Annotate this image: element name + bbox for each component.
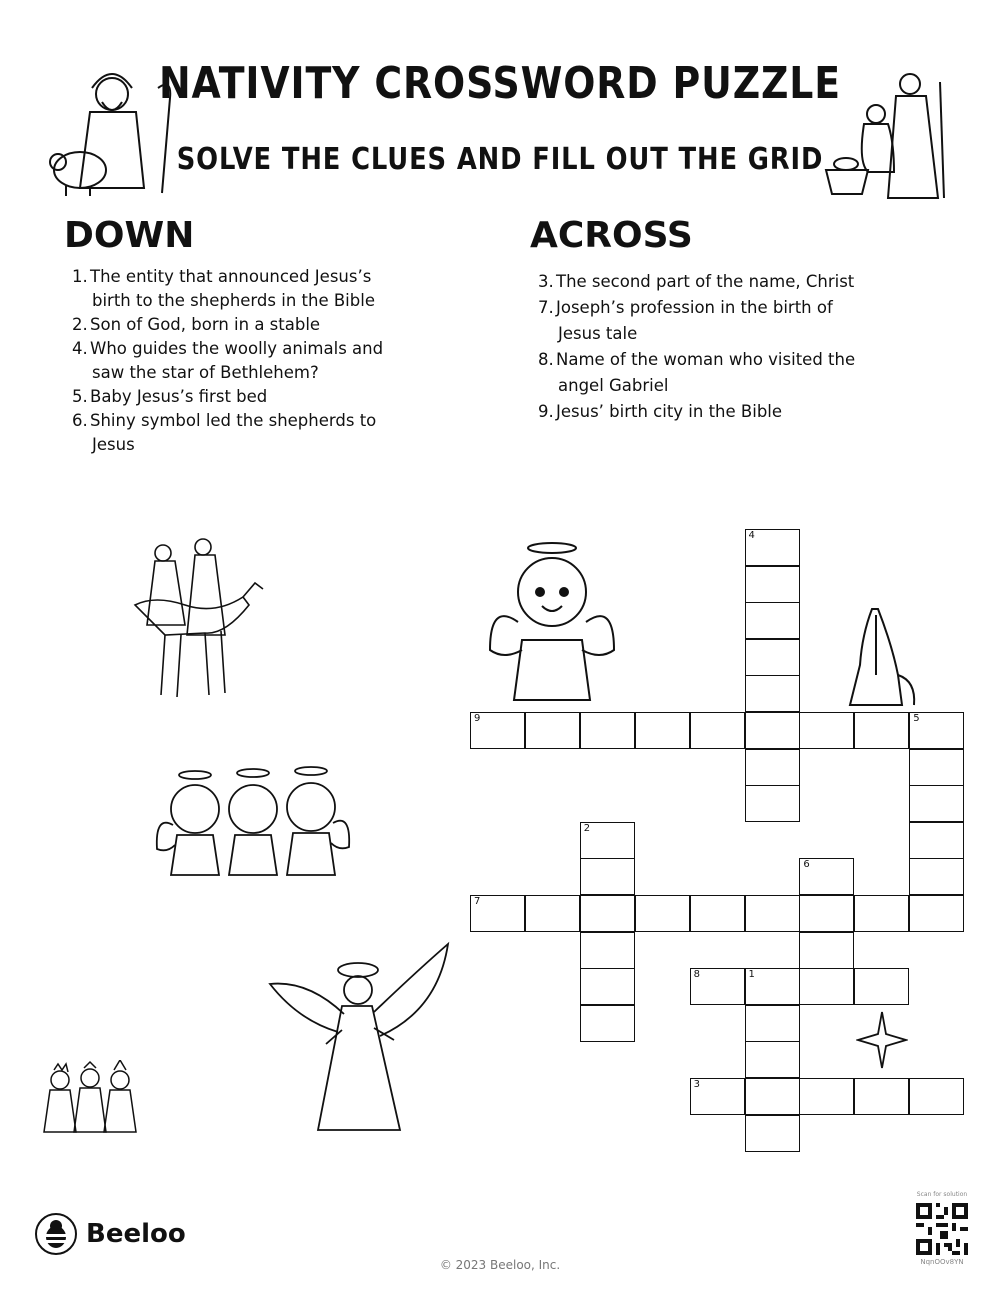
crossword-cell[interactable] [580, 895, 635, 932]
crossword-cell[interactable] [745, 785, 800, 822]
cell-number: 7 [474, 896, 481, 907]
crossword-cell[interactable] [854, 1078, 909, 1115]
clue-text: The entity that announced Jesus’s birth to the shepherds in the Bible [90, 267, 375, 310]
crossword-cell[interactable] [799, 1078, 854, 1115]
crossword-cell[interactable] [799, 932, 854, 969]
crossword-cell[interactable] [799, 712, 854, 749]
crossword-cell[interactable] [854, 712, 909, 749]
clue-number: 4. [72, 339, 88, 358]
qr-code-icon[interactable] [916, 1203, 968, 1255]
cell-number: 4 [748, 530, 755, 541]
crossword-cell[interactable] [909, 822, 964, 859]
crossword-cell[interactable] [525, 712, 580, 749]
crossword-cell[interactable] [745, 1005, 800, 1042]
crossword-cell[interactable] [909, 749, 964, 786]
star-icon [856, 1010, 908, 1070]
crossword-cell[interactable] [580, 968, 635, 1005]
cell-number: 6 [803, 859, 810, 871]
crossword-cell[interactable] [635, 895, 690, 932]
clue-number: 2. [72, 315, 88, 334]
cell-number: 3 [693, 1079, 700, 1090]
crossword-cell[interactable] [745, 1078, 800, 1115]
clue-text: Baby Jesus’s first bed [90, 387, 268, 406]
clue-number: 6. [72, 411, 88, 430]
crossword-cell[interactable] [580, 1005, 635, 1042]
crossword-cell[interactable] [580, 822, 635, 859]
clue-text: Name of the woman who visited the angel Gabriel [556, 350, 856, 395]
copyright-text: © 2023 Beeloo, Inc. [439, 1258, 561, 1272]
clue-text: Son of God, born in a stable [90, 315, 321, 334]
crossword-cell[interactable] [580, 932, 635, 969]
clue-number: 3. [538, 272, 554, 291]
crossword-cell[interactable] [690, 1078, 745, 1115]
crossword-cell[interactable] [580, 858, 635, 895]
crossword-cell[interactable] [745, 529, 800, 566]
clue-number: 7. [538, 298, 554, 317]
page-title: NATIVITY CROSSWORD PUZZLE [159, 58, 841, 109]
qr-caption: Scan for solution [916, 1191, 968, 1198]
crossword-cell[interactable] [909, 895, 964, 932]
crossword-cell[interactable] [470, 712, 525, 749]
crossword-cell[interactable] [745, 1041, 800, 1078]
qr-code-label: NqnOOv8YN [920, 1258, 964, 1266]
crossword-cell[interactable] [909, 1078, 964, 1115]
crossword-cell[interactable] [745, 968, 800, 1005]
crossword-cell[interactable] [799, 858, 854, 895]
crossword-cell[interactable] [470, 895, 525, 932]
clue-number: 8. [538, 350, 554, 369]
crossword-cell[interactable] [690, 968, 745, 1005]
clue-number: 1. [72, 267, 88, 286]
crossword-cell[interactable] [690, 895, 745, 932]
brand-logo[interactable] [34, 1212, 186, 1256]
crossword-cell[interactable] [635, 712, 690, 749]
down-heading: DOWN [64, 215, 195, 256]
cell-number: 8 [693, 969, 700, 981]
crossword-cell[interactable] [745, 566, 800, 603]
crossword-cell[interactable] [745, 1115, 800, 1152]
clue-text: Jesus’ birth city in the Bible [556, 402, 783, 421]
crossword-cell[interactable] [799, 968, 854, 1005]
crossword-cell[interactable] [580, 712, 635, 749]
clue-text: The second part of the name, Christ [556, 272, 855, 291]
crossword-cell[interactable] [745, 749, 800, 786]
crossword-cell[interactable] [745, 602, 800, 639]
cell-number: 2 [583, 822, 591, 834]
page-subtitle: SOLVE THE CLUES AND FILL OUT THE GRID [176, 142, 824, 177]
crossword-cell[interactable] [909, 858, 964, 895]
crossword-cell[interactable] [745, 895, 800, 932]
crossword-cell[interactable] [745, 675, 800, 712]
crossword-cell[interactable] [909, 785, 964, 822]
bee-logo-icon [34, 1212, 78, 1256]
crossword-cell[interactable] [854, 968, 909, 1005]
clue-number: 5. [72, 387, 88, 406]
clue-number: 9. [538, 402, 554, 421]
cell-number: 1 [748, 969, 755, 981]
crossword-cell[interactable] [909, 712, 964, 749]
crossword-cell[interactable] [745, 712, 800, 749]
crossword-cell[interactable] [854, 895, 909, 932]
crossword-cell[interactable] [690, 712, 745, 749]
crossword-cell[interactable] [799, 895, 854, 932]
brand-name: Beeloo [86, 1219, 186, 1249]
cell-number: 5 [913, 713, 920, 724]
cell-number: 9 [474, 713, 481, 724]
crossword-cell[interactable] [745, 639, 800, 676]
clue-text: Shiny symbol led the shepherds to Jesus [90, 411, 377, 454]
across-heading: ACROSS [530, 215, 693, 256]
clue-text: Who guides the woolly animals and saw the star of Bethlehem? [90, 339, 384, 382]
crossword-cell[interactable] [525, 895, 580, 932]
clue-text: Joseph’s profession in the birth of Jesus tale [556, 298, 833, 343]
